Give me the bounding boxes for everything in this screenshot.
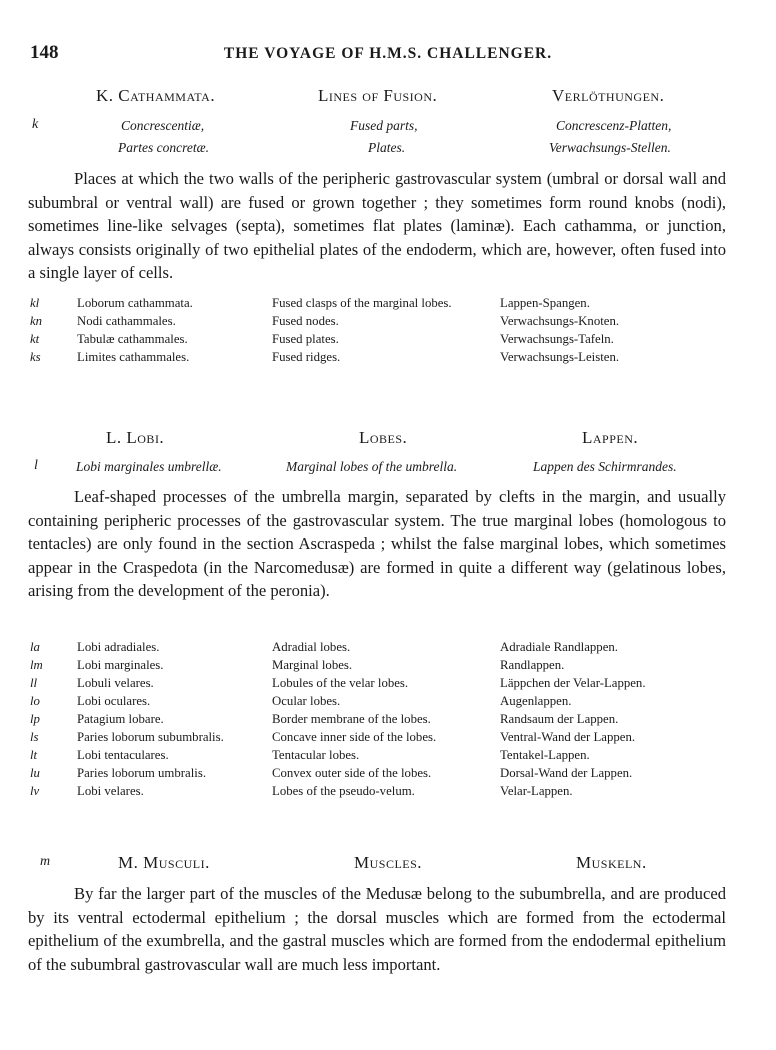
section-m-german-heading: Muskeln. [576, 853, 647, 872]
section-l-term-english-1: Marginal lobes of the umbrella. [286, 459, 458, 474]
english-term: Concave inner side of the lobes. [272, 730, 437, 744]
german-term: Velar-Lappen. [500, 784, 573, 798]
table-row [30, 674, 730, 692]
latin-term: Paries loborum subumbralis. [77, 730, 224, 744]
section-l-term-german-1: Lappen des Schirmrandes. [533, 459, 677, 474]
latin-term: Lobi tentaculares. [77, 748, 169, 762]
table-row [30, 728, 730, 746]
abbr: lu [30, 766, 40, 780]
english-term: Fused nodes. [272, 314, 339, 328]
german-term: Randsaum der Lappen. [500, 712, 619, 726]
english-term: Ocular lobes. [272, 694, 341, 708]
table-row [30, 312, 730, 330]
section-k-term-latin-1: Concrescentiæ, [121, 118, 205, 133]
section-k-symbol: k [32, 117, 39, 132]
section-m-symbol: m [40, 854, 51, 869]
latin-term: Lobi oculares. [77, 694, 151, 708]
latin-term: Patagium lobare. [77, 712, 164, 726]
english-term: Adradial lobes. [272, 640, 351, 654]
english-term: Tentacular lobes. [272, 748, 360, 762]
section-k-paragraph: Places at which the two walls of the peripheric gastrovascular system (umbral or dorsal wall and subumbral or ventral wall) are fused or grown together ; they sometimes form round knobs (nodi), sometimes line-like selvages (septa), sometimes flat plates (laminæ). Each cathamma, or junction, always consists originally of two epithelial plates of the endoderm, which are, however, often fused into a single layer of cells. [28, 169, 726, 282]
english-term: Fused plates. [272, 332, 339, 346]
abbr: kt [30, 332, 40, 346]
table-row [30, 638, 730, 656]
abbr: lv [30, 784, 40, 798]
german-term: Verwachsungs-Tafeln. [500, 332, 614, 346]
abbr: lm [30, 658, 43, 672]
table-row [30, 348, 730, 366]
section-l-latin-heading: L. Lobi. [106, 428, 165, 447]
english-term: Fused clasps of the marginal lobes. [272, 296, 452, 310]
abbr: kl [30, 296, 40, 310]
table-row [30, 746, 730, 764]
section-m-english-heading: Muscles. [354, 853, 423, 872]
latin-term: Limites cathammales. [77, 350, 190, 364]
latin-term: Tabulæ cathammales. [77, 332, 188, 346]
english-term: Convex outer side of the lobes. [272, 766, 432, 780]
german-term: Randlappen. [500, 658, 565, 672]
latin-term: Nodi cathammales. [77, 314, 176, 328]
table-row [30, 764, 730, 782]
section-m-latin-heading: M. Musculi. [118, 853, 210, 872]
abbr: la [30, 640, 40, 654]
latin-term: Lobi adradiales. [77, 640, 160, 654]
table-row [30, 330, 730, 348]
latin-term: Lobuli velares. [77, 676, 154, 690]
table-row [30, 692, 730, 710]
abbr: ll [30, 676, 38, 690]
section-l-symbol: l [34, 458, 38, 473]
german-term: Augenlappen. [500, 694, 572, 708]
table-row [30, 782, 730, 800]
german-term: Dorsal-Wand der Lappen. [500, 766, 633, 780]
german-term: Verwachsungs-Knoten. [500, 314, 620, 328]
latin-term: Lobi marginales. [77, 658, 164, 672]
section-l-english-heading: Lobes. [359, 428, 408, 447]
section-k-table [30, 294, 730, 366]
abbr: lt [30, 748, 38, 762]
section-l-table [30, 638, 730, 800]
english-term: Border membrane of the lobes. [272, 712, 431, 726]
table-row [30, 710, 730, 728]
german-term: Tentakel-Lappen. [500, 748, 590, 762]
abbr: lp [30, 712, 40, 726]
section-k-term-german-2: Verwachsungs-Stellen. [549, 140, 671, 155]
section-l-term-latin-1: Lobi marginales umbrellæ. [76, 459, 222, 474]
section-k-term-english-2: Plates. [368, 140, 406, 155]
running-title: THE VOYAGE OF H.M.S. CHALLENGER. [223, 45, 553, 62]
latin-term: Lobi velares. [77, 784, 144, 798]
section-k-term-german-1: Concrescenz-Platten, [556, 118, 672, 133]
abbr: kn [30, 314, 43, 328]
section-l-paragraph: Leaf-shaped processes of the umbrella margin, separated by clefts in the margin, and usually containing peripheric processes of the gastrovascular system. The true marginal lobes (homologous to tentacles) are only found in the section Ascraspeda ; whilst the false marginal lobes, which sometimes appear in the Craspedota (in the Narcomedusæ) are formed in quite a different way (gelatinous lobes, arising from the development of the peronia). [28, 487, 726, 600]
section-m-paragraph: By far the larger part of the muscles of the Medusæ belong to the subumbrella, and are produced by its ventral ectodermal epithelium ; the dorsal muscles which are formed from the ectodermal epithelium of the exumbrella, and the gastral muscles which are formed from the endodermal epithelium of the subumbral gastrovascular wall are much less important. [28, 884, 726, 974]
latin-term: Loborum cathammata. [77, 296, 193, 310]
section-k-term-english-1: Fused parts, [350, 118, 418, 133]
section-k-german-heading: Verlöthungen. [552, 86, 665, 105]
section-k-english-heading: Lines of Fusion. [318, 86, 438, 105]
german-term: Adradiale Randlappen. [500, 640, 618, 654]
english-term: Lobes of the pseudo-velum. [272, 784, 415, 798]
english-term: Marginal lobes. [272, 658, 353, 672]
section-k-term-latin-2: Partes concretæ. [118, 140, 209, 155]
english-term: Lobules of the velar lobes. [272, 676, 409, 690]
latin-term: Paries loborum umbralis. [77, 766, 207, 780]
abbr: lo [30, 694, 40, 708]
german-term: Verwachsungs-Leisten. [500, 350, 620, 364]
german-term: Ventral-Wand der Lappen. [500, 730, 636, 744]
german-term: Läppchen der Velar-Lappen. [500, 676, 646, 690]
table-row [30, 656, 730, 674]
section-l-german-heading: Lappen. [582, 428, 639, 447]
table-row [30, 294, 730, 312]
page-number: 148 [30, 42, 59, 63]
abbr: ls [30, 730, 39, 744]
abbr: ks [30, 350, 41, 364]
section-k-latin-heading: K. Cathammata. [96, 86, 216, 105]
english-term: Fused ridges. [272, 350, 341, 364]
german-term: Lappen-Spangen. [500, 296, 590, 310]
